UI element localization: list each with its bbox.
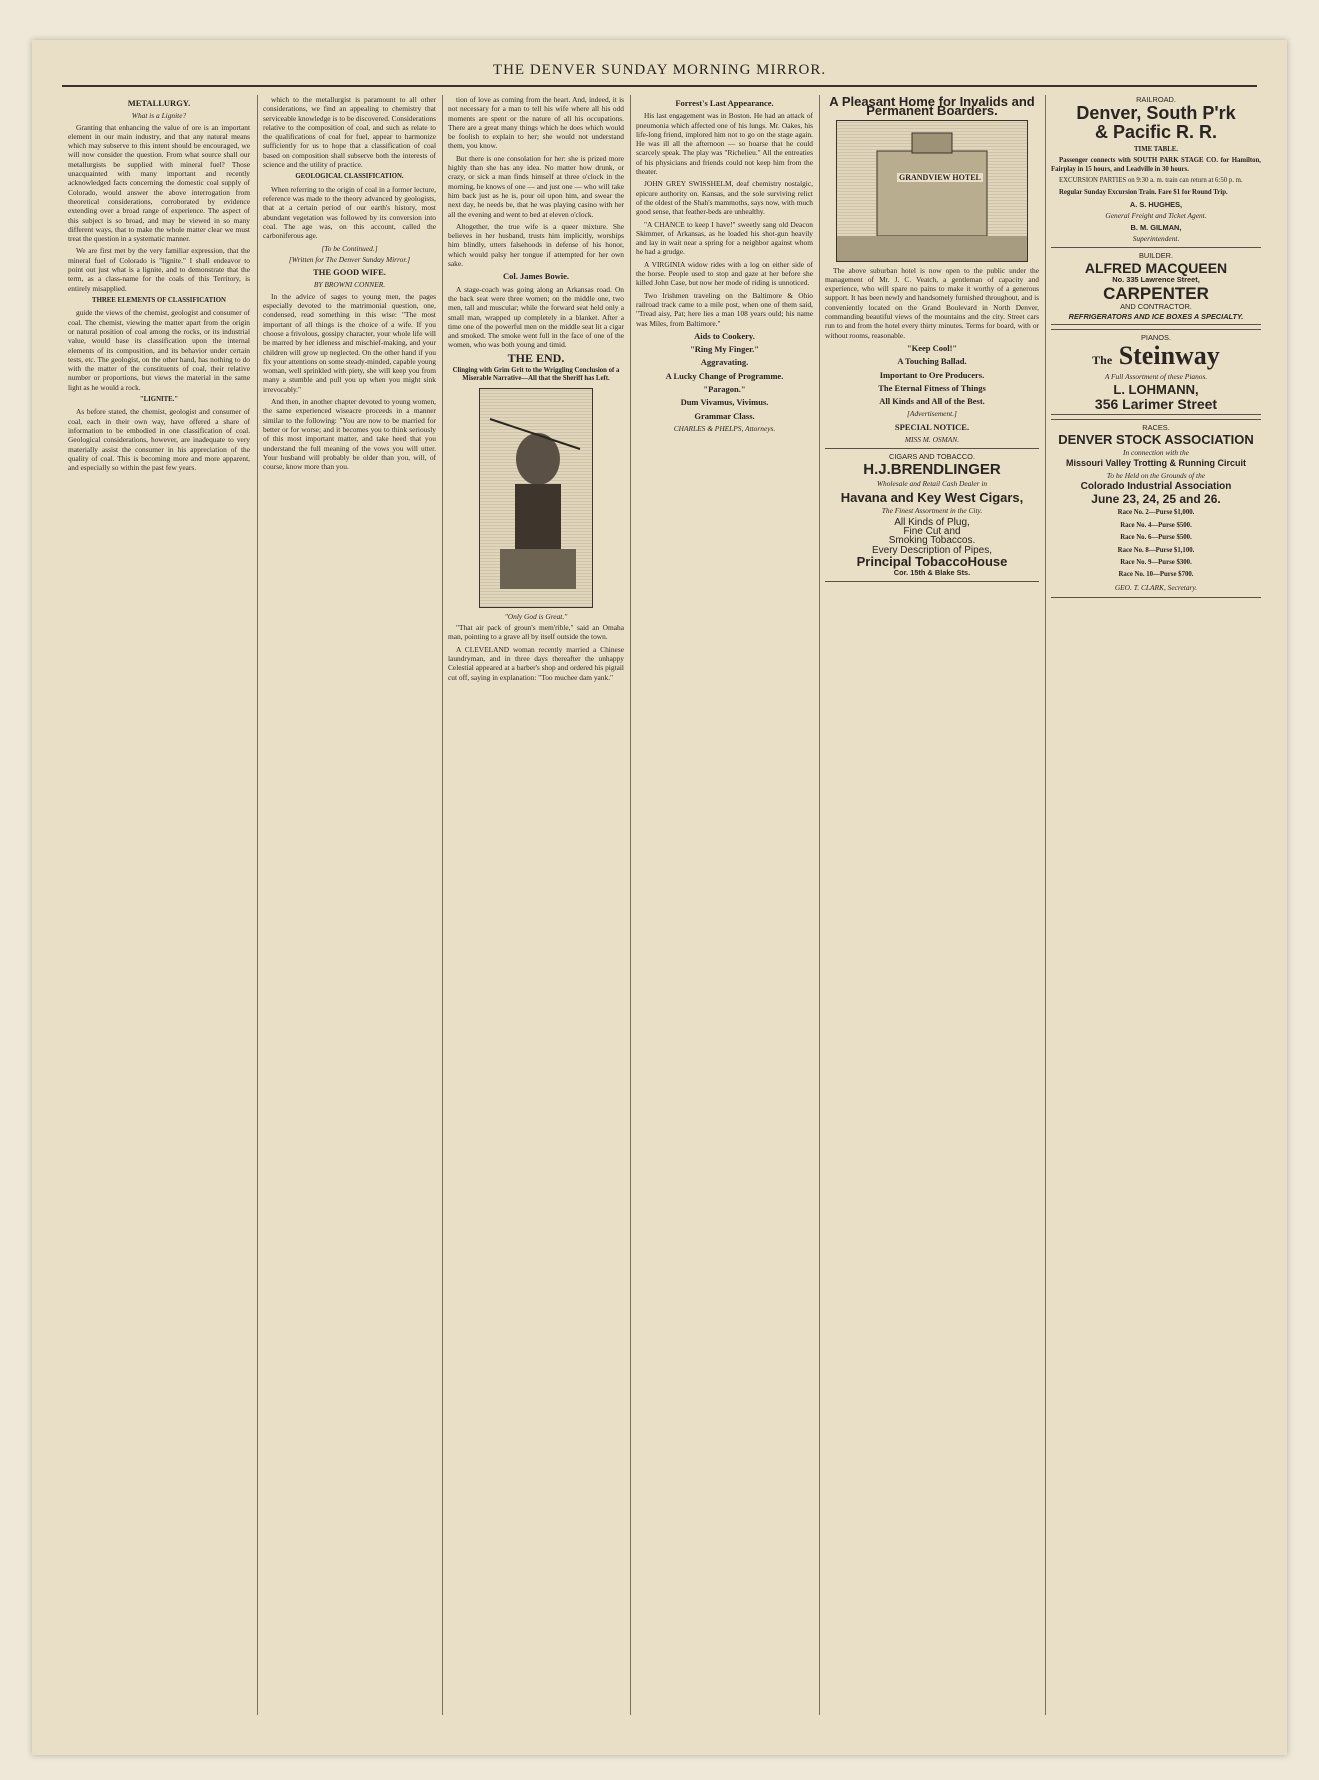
secretary: GEO. T. CLARK, Secretary. (1114, 582, 1198, 592)
article-paragraph: When referring to the origin of coal in a former lecture, reference was made to the theory advanced by geologists, that at a certain period of our earth's history, most abundant vegetation was followed by its conversion into coal. The age was, on this account, called the carboniferous age. (263, 184, 436, 241)
article-paragraph: A CLEVELAND woman recently married a Chinese laundryman, and in three days thereafter the unhappy Celestial appeared at a barber's shop and ordered his pigtail cut off, saying in explanation: "Too muchee dam yank." (448, 644, 624, 682)
subheading-classification: THREE ELEMENTS OF CLASSIFICATION (92, 296, 226, 304)
piano-ad (1051, 329, 1261, 415)
missouri-circuit: Missouri Valley Trotting & Running Circuit (1065, 458, 1246, 469)
race-entry: Race No. 4—Purse $500. (1120, 521, 1192, 529)
heading-the-end: THE END. (507, 350, 565, 365)
cigar-ad (825, 448, 1039, 581)
race-dates: June 23, 24, 25 and 26. (1091, 491, 1221, 506)
ad-category: CIGARS AND TOBACCO. (889, 452, 975, 462)
race-entry: Race No. 9—Purse $300. (1120, 558, 1192, 566)
column-five (825, 95, 1039, 1715)
article-paragraph: A stage-coach was going along an Arkansas road. On the back seat were three women; on the middle one, two men, tall and muscular; while the forward seat held only a small man, wrapped up completely in a blanket. After a time one of the powerful men on the middle seat lit a cigar and smoked. The smoke went full in the face of one of the women, who was both young and timid. (448, 284, 624, 350)
article-paragraph: In the advice of sages to young men, the pages especially devoted to the matrimonial question, one, condensed, read something in this wise: "The most important of all things is the choice of a wife. If you choose a frivolous, gossipy character, your whole life will be marred by her idleness and mischief-making, and your children will grow up neglected. On the other hand if you fix your attentions on some steady-minded, capable young woman, well sprinkled with piety, she will keep you from many a stumble and pull you up when you might sink irrevocably." (263, 291, 436, 394)
ad-line: Every Description of Pipes, (871, 544, 993, 556)
article-paragraph: But there is one consolation for her: she is prized more highly than she has any idea. No matter how drunk, or crazy, or sick a man finds himself at three o'clock in the morning, he knows of one — and just one — who will take him back just as he is, pour oil upon him, and swear the next day, he needs be, that he was playing casino with her all the evening and went to bed at eleven o'clock. (448, 153, 624, 219)
race-entry: Race No. 8—Purse $1,100. (1117, 546, 1195, 554)
heading-bowie: Col. James Bowie. (502, 271, 570, 282)
passenger-notice: Passenger connects with SOUTH PARK STAGE CO. for Hamilton, Fairplay in 15 hours, and Leadville in 30 hours. (1051, 157, 1261, 173)
article-paragraph: As before stated, the chemist, geologist and consumer of coal, each in their own way, have offered a share of information to be embodied in one classification of coal. Geological considerations, however, are inadequate to very materially assist the consumer in his appreciation of the quality of coal. This is becoming more and more apparent, and especially so within the past few years. (68, 407, 250, 473)
column-divider (819, 95, 820, 1715)
hotel-engraving (836, 120, 1028, 262)
ad-line: Smoking Tobaccos. (888, 535, 976, 547)
article-paragraph: guide the views of the chemist, geologist and consumer of coal. The chemist, viewing the matter apart from the origin or natural position of coal among the rocks, or its industrial value, would base its classification upon the internal elements of its composition, and its behavior under certain tests, etc. The geologist, on the other hand, has nothing to do with the matter of the constituents of coal, their relative number or proportions, but views the material in the same light as he would a rock. (68, 308, 250, 392)
caption-only-god: "Only God is Great." (504, 611, 568, 621)
tobacco-house: Principal TobaccoHouse (856, 553, 1008, 569)
subheading-lignite: What is a Lignite? (131, 111, 187, 121)
heading-dum-vivamus: Dum Vivamus, Vivimus. (680, 397, 769, 408)
article-paragraph: Altogether, the true wife is a queer mixture. She believes in her husband, trusts him implicitly, worships him blindly, utters falsehoods in defense of his honor, which would palsy her tongue if attempted for her own sake. (448, 221, 624, 269)
section-label: RAILROAD. (1136, 95, 1176, 104)
column-divider (630, 95, 631, 1715)
heading-programme: A Lucky Change of Programme. (665, 370, 784, 381)
heading-metallurgy: METALLURGY. (127, 98, 191, 108)
heading-ring: "Ring My Finger." (690, 344, 759, 355)
brendlinger-cigars: Havana and Key West Cigars, (840, 489, 1024, 505)
builder-address: No. 335 Lawrence Street, (1112, 275, 1200, 285)
engraving-image (480, 389, 592, 607)
ad-line: Fine Cut and (903, 525, 961, 537)
race-entry: Race No. 6—Purse $500. (1120, 534, 1192, 542)
heading-aggravating: Aggravating. (700, 357, 749, 368)
heading-keep-cool: "Keep Cool!" (906, 342, 958, 353)
agent-title: General Freight and Ticket Agent. (1105, 211, 1207, 221)
heading-ballad: A Touching Ballad. (897, 356, 967, 367)
advertisement-label: [Advertisement.] (907, 409, 957, 419)
heading-cookery: Aids to Cookery. (694, 330, 755, 341)
heading-paragon: "Paragon." (703, 384, 746, 395)
byline: BY BROWNI CONNER. (313, 280, 386, 290)
agent-name: A. S. HUGHES, (1129, 200, 1183, 210)
masthead-rule (62, 85, 1257, 87)
column-four (636, 95, 813, 1715)
colorado-industrial: Colorado Industrial Association (1080, 481, 1232, 493)
subheading-lignite-quote: "LIGNITE." (139, 396, 179, 404)
timetable-label: TIME TABLE. (1134, 146, 1178, 154)
brendlinger-sub: Wholesale and Retail Cash Dealer in (876, 479, 988, 489)
article-paragraph: The above suburban hotel is now open to the public under the management of Mr. J. C. Veatch, a gentleman of capacity and experience, who will spare no pains to make it worthy of a generous support. It has been newly and handsomely furnished throughout, and is conveniently located on the Grand Boulevard in North Denver, commanding beautiful views of the mountains and the city. Street cars run to and from the hotel every thirty minutes. Terms for board, with or without rooms, reasonable. (825, 265, 1039, 340)
article-paragraph: which to the metallurgist is paramount to all other considerations, we find an appealing to chemistry that serviceable knowledge is to be discovered. Considerations relative to the composition of coal, and such as relate to the qualifications of coal for fuel, appear to harmonize sufficiently for us to hope that a classification of coal based on composition shall subserve both the interests of science and the utility of practice. (263, 95, 436, 170)
sheriff-engraving (479, 388, 593, 608)
article-paragraph: JOHN GREY SWISSHELM, deaf chemistry nostalgic, epicure authority on. Kansas, and the sole surviving relict of the oldest of the Shah's mammoths, says now, with much good sense, that feather-beds are unhealthy. (636, 179, 813, 217)
column-two (263, 95, 436, 1715)
column-three (448, 95, 624, 1715)
article-paragraph: His last engagement was in Boston. He had an attack of pneumonia which affected one of his lungs. Mr. Oakes, his life-long friend, implored him not to go on the stage again. He was ill all the afternoon — so hoarse that he could scarcely speak. The play was "Richelieu." All the entreaties of his physicians and friends could not keep him from the theater. (636, 111, 813, 177)
article-paragraph: We are first met by the very familiar expression, that the mineral fuel of Colorado is "lignite." I shall endeavor to point out just what is a lignite, and to demonstrate that the term, as a class-name for the coals of this Territory, is entirely misapplied. (68, 246, 250, 293)
excursion-notice: EXCURSION PARTIES on 9:30 a. m. train can return at 6:50 p. m. (1059, 177, 1243, 185)
hotel-image (837, 121, 1027, 261)
heading-good-wife: THE GOOD WIFE. (313, 267, 386, 278)
the-word: The (1092, 353, 1113, 368)
column-divider (1045, 95, 1046, 1715)
hotel-headline: A Pleasant Home for Invalids and Permanent Boarders. (829, 95, 1035, 119)
heading-special-notice: SPECIAL NOTICE. (894, 421, 970, 432)
section-label: BUILDER. (1138, 251, 1174, 261)
ad-line: All Kinds of Plug, (894, 516, 970, 528)
carpenter-big: CARPENTER (1103, 283, 1209, 303)
notice-signature: MISS M. OSMAN. (904, 435, 960, 445)
contractor-line: AND CONTRACTOR. (1120, 302, 1192, 312)
column-six (1051, 95, 1261, 1715)
article-paragraph: And then, in another chapter devoted to young women, the same experienced wiseacre proceeds in a manner similar to the following: "You are now to be married for better or for worse; and it becomes you to think seriously of this most important matter, and take heed that you understand the full meaning of the vows you will utter. Your husband will probably be older than you, will, of course, know more than you. (263, 397, 436, 472)
article-paragraph: Granting that enhancing the value of ore is an important element in our main industry, and that any natural means which may subserve to this intent should be encouraged, we will now consider the question. From what source shall our metallurgists be supplied with mineral fuel? Those unacquainted with many important and recently acknowledged facts concerning the domestic coal supply of Colorado, would answer the above interrogation from theoretical considerations, corroborated by evidence extending over a broad range of experience. The aspect of this subject is so broad, and may be viewed in so many different ways, that to make the whole matter clear we must treat the question in a systematic manner. (68, 122, 250, 244)
ad-line: In connection with the (1123, 448, 1189, 458)
article-paragraph: "That air pack of groun's mem'rible," said an Omaha man, pointing to a grave all by itself outside the town. (448, 623, 624, 642)
article-paragraph: tion of love as coming from the heart. And, indeed, it is not necessary for a man to tell his wife where all his odd moments are spent or the nature of all his occupations. There are a great many things which he does which would be foolish to explain to her; she would not understand them, you know. (448, 95, 624, 151)
steinway-big: Steinway (1118, 341, 1220, 371)
heading-all-kinds: All Kinds and All of the Best. (879, 396, 985, 407)
column-divider (257, 95, 258, 1715)
signature: CHARLES & PHELPS, Attorneys. (673, 423, 776, 433)
heading-grammar: Grammar Class. (694, 410, 755, 421)
super-title: Superintendent. (1132, 234, 1180, 243)
ad-line: The Finest Assortment in the City. (881, 506, 983, 516)
credit-line: [Written for The Denver Sunday Mirror.] (288, 254, 411, 264)
column-metallurgy (68, 95, 250, 1715)
article-paragraph: Two Irishmen traveling on the Baltimore & Ohio railroad track came to a mile post, when one of them said, "Tread aisy, Pat; here lies a man 108 years ould; his name was Miles, from Baltimore." (636, 290, 813, 328)
race-entry: Race No. 2—Purse $1,000. (1117, 509, 1195, 517)
rr-title: & Pacific R. R. (1094, 122, 1218, 143)
heading-eternal-fitness: The Eternal Fitness of Things (878, 382, 986, 393)
subheading-geological: GEOLOGICAL CLASSIFICATION. (295, 173, 404, 181)
builder-name: ALFRED MACQUEEN (1084, 259, 1228, 276)
brendlinger-name: H.J.BRENDLINGER (863, 460, 1001, 478)
article-paragraph: A VIRGINIA widow rides with a log on either side of the horse. People used to stop and gaze at her before she killed John Case, but now her mode of riding is unnoticed. (636, 259, 813, 288)
refrigerators-line: REFRIGERATORS AND ICE BOXES A SPECIALTY. (1068, 311, 1244, 321)
article-paragraph: "A CHANCE to keep I have!" sweetly sang old Deacon Skimmer, of Arkansas, as he loaded his shot-gun heavily and lay in wait near a spring for a neighbor against whom he had a grudge. (636, 219, 813, 257)
races-ad (1051, 419, 1261, 598)
subheading-the-end: Clinging with Grim Grit to the Wriggling Conclusion of a Miserable Narrative—All that the Sheriff has Left. (452, 367, 620, 383)
lohmann-address: 356 Larimer Street (1094, 395, 1218, 412)
hotel-sign: GRANDVIEW HOTEL (899, 172, 981, 182)
tobacco-address: Cor. 15th & Blake Sts. (893, 568, 971, 578)
newspaper-page (32, 40, 1287, 1755)
section-label: RACES. (1142, 423, 1170, 433)
section-label: PIANOS. (1141, 333, 1171, 343)
ad-line: To be Held on the Grounds of the (1106, 470, 1206, 480)
sunday-notice: Regular Sunday Excursion Train. Fare $1 for Round Trip. (1059, 188, 1228, 196)
stock-association: DENVER STOCK ASSOCIATION (1058, 431, 1254, 447)
ad-line: A Full Assortment of these Pianos. (1104, 371, 1208, 381)
heading-forrest: Forrest's Last Appearance. (675, 98, 774, 108)
continued-note: [To be Continued.] (321, 243, 378, 253)
super-name: B. M. GILMAN, (1130, 222, 1182, 232)
rr-title: Denver, South P'rk (1076, 103, 1236, 124)
column-divider (442, 95, 443, 1715)
builder-ad (1051, 247, 1261, 325)
race-entry: Race No. 10—Purse $700. (1118, 571, 1194, 579)
heading-ore-producers: Important to Ore Producers. (879, 369, 985, 380)
lohmann-name: L. LOHMANN, (1113, 381, 1199, 397)
masthead: THE DENVER SUNDAY MORNING MIRROR. (492, 62, 827, 78)
